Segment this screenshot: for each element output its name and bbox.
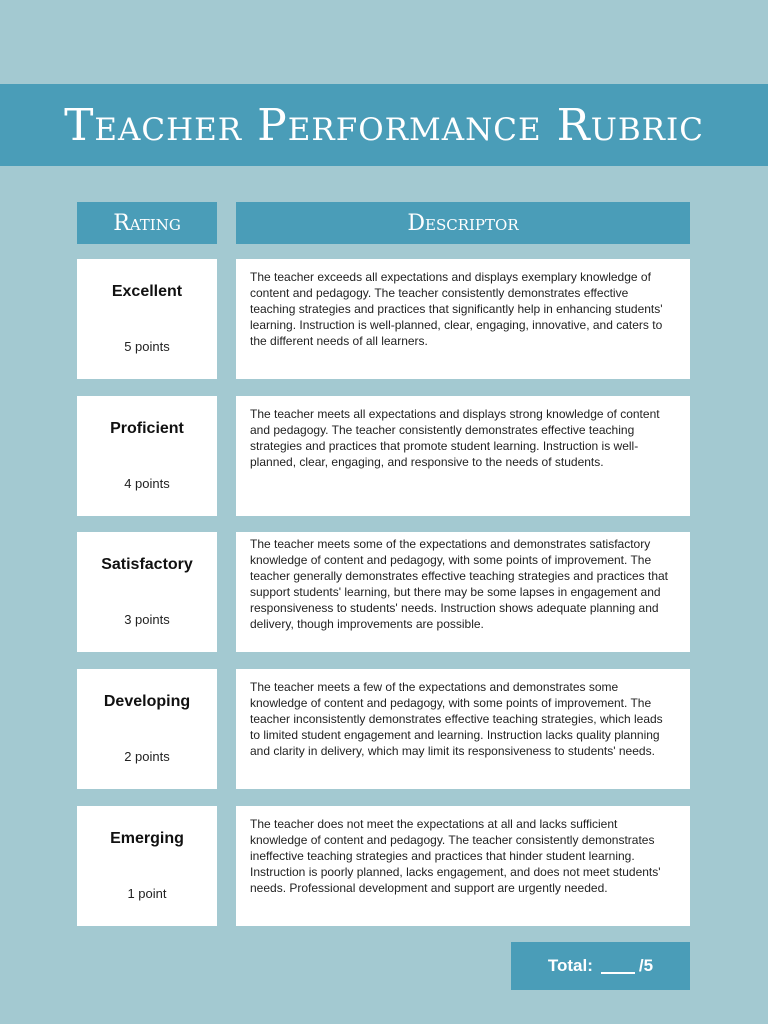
page-title: Teacher Performance Rubric — [64, 99, 704, 151]
rating-points: 1 point — [127, 886, 167, 901]
descriptor-cell — [236, 532, 690, 652]
rating-cell — [77, 669, 217, 789]
descriptor-cell — [236, 669, 690, 789]
descriptor-cell — [236, 259, 690, 379]
rating-name: Excellent — [111, 283, 183, 300]
descriptor-text: The teacher does not meet the expectations at all and lacks sufficient knowledge of content and pedagogy. The teacher consistently demonstrates ineffective teaching strategies and practices that hinder student learning. Instruction is poorly planned, lacks engagement, and does not meet students' needs. Professional development and support are urgently needed. — [250, 817, 661, 895]
descriptor-column-header: Descriptor — [236, 202, 690, 244]
rating-points: 5 points — [124, 339, 170, 354]
rating-cell — [77, 532, 217, 652]
rubric-row-proficient — [77, 396, 690, 516]
rating-name: Proficient — [110, 420, 184, 437]
title-banner — [0, 84, 768, 166]
descriptor-text: The teacher meets all expectations and displays strong knowledge of content and pedagogy. The teacher consistently demonstrates effective teaching strategies and practices that promote student learning. Instruction is well-planned, clear, engaging, and responsive to the needs of students. — [250, 407, 660, 469]
rubric-row-satisfactory — [77, 532, 690, 652]
rating-column-header: Rating — [77, 202, 217, 244]
total-score-box — [511, 942, 690, 990]
descriptor-text: The teacher meets a few of the expectations and demonstrates some knowledge of content and pedagogy, with some points of improvement. The teacher inconsistently demonstrates effective teaching strategies, which leads to limited student engagement and learning. Instruction lacks quality planning and clarity in delivery, which may limit its responsiveness to students' needs. — [250, 680, 663, 758]
rating-name: Developing — [103, 693, 191, 710]
rating-cell — [77, 806, 217, 926]
rating-cell — [77, 259, 217, 379]
descriptor-text: The teacher exceeds all expectations and displays exemplary knowledge of content and pedagogy. The teacher consistently demonstrates effective teaching strategies and practices that significantly help in enhancing students' learning. Instruction is well-planned, clear, engaging, innovative, and caters to the different needs of all learners. — [250, 270, 663, 348]
total-label: Total: — [547, 956, 593, 975]
rating-points: 2 points — [124, 749, 170, 764]
rubric-row-developing — [77, 669, 690, 789]
rating-name: Emerging — [110, 830, 184, 847]
rating-points: 3 points — [124, 612, 170, 627]
rating-name: Satisfactory — [101, 556, 193, 573]
total-blank-field[interactable] — [601, 958, 635, 974]
rating-cell — [77, 396, 217, 516]
rubric-row-excellent — [77, 259, 690, 379]
total-denominator: /5 — [638, 956, 654, 975]
rubric-row-emerging — [77, 806, 690, 926]
descriptor-text: The teacher meets some of the expectations and demonstrates satisfactory knowledge of content and pedagogy, with some points of improvement. The teacher generally demonstrates effective teaching strategies and practices that support students' learning, but there may be some lapses in engagement and responsiveness to students' needs. Instruction shows adequate planning and delivery, though improvements are possible. — [250, 537, 669, 631]
descriptor-cell — [236, 396, 690, 516]
descriptor-cell — [236, 806, 690, 926]
rating-points: 4 points — [124, 476, 170, 491]
